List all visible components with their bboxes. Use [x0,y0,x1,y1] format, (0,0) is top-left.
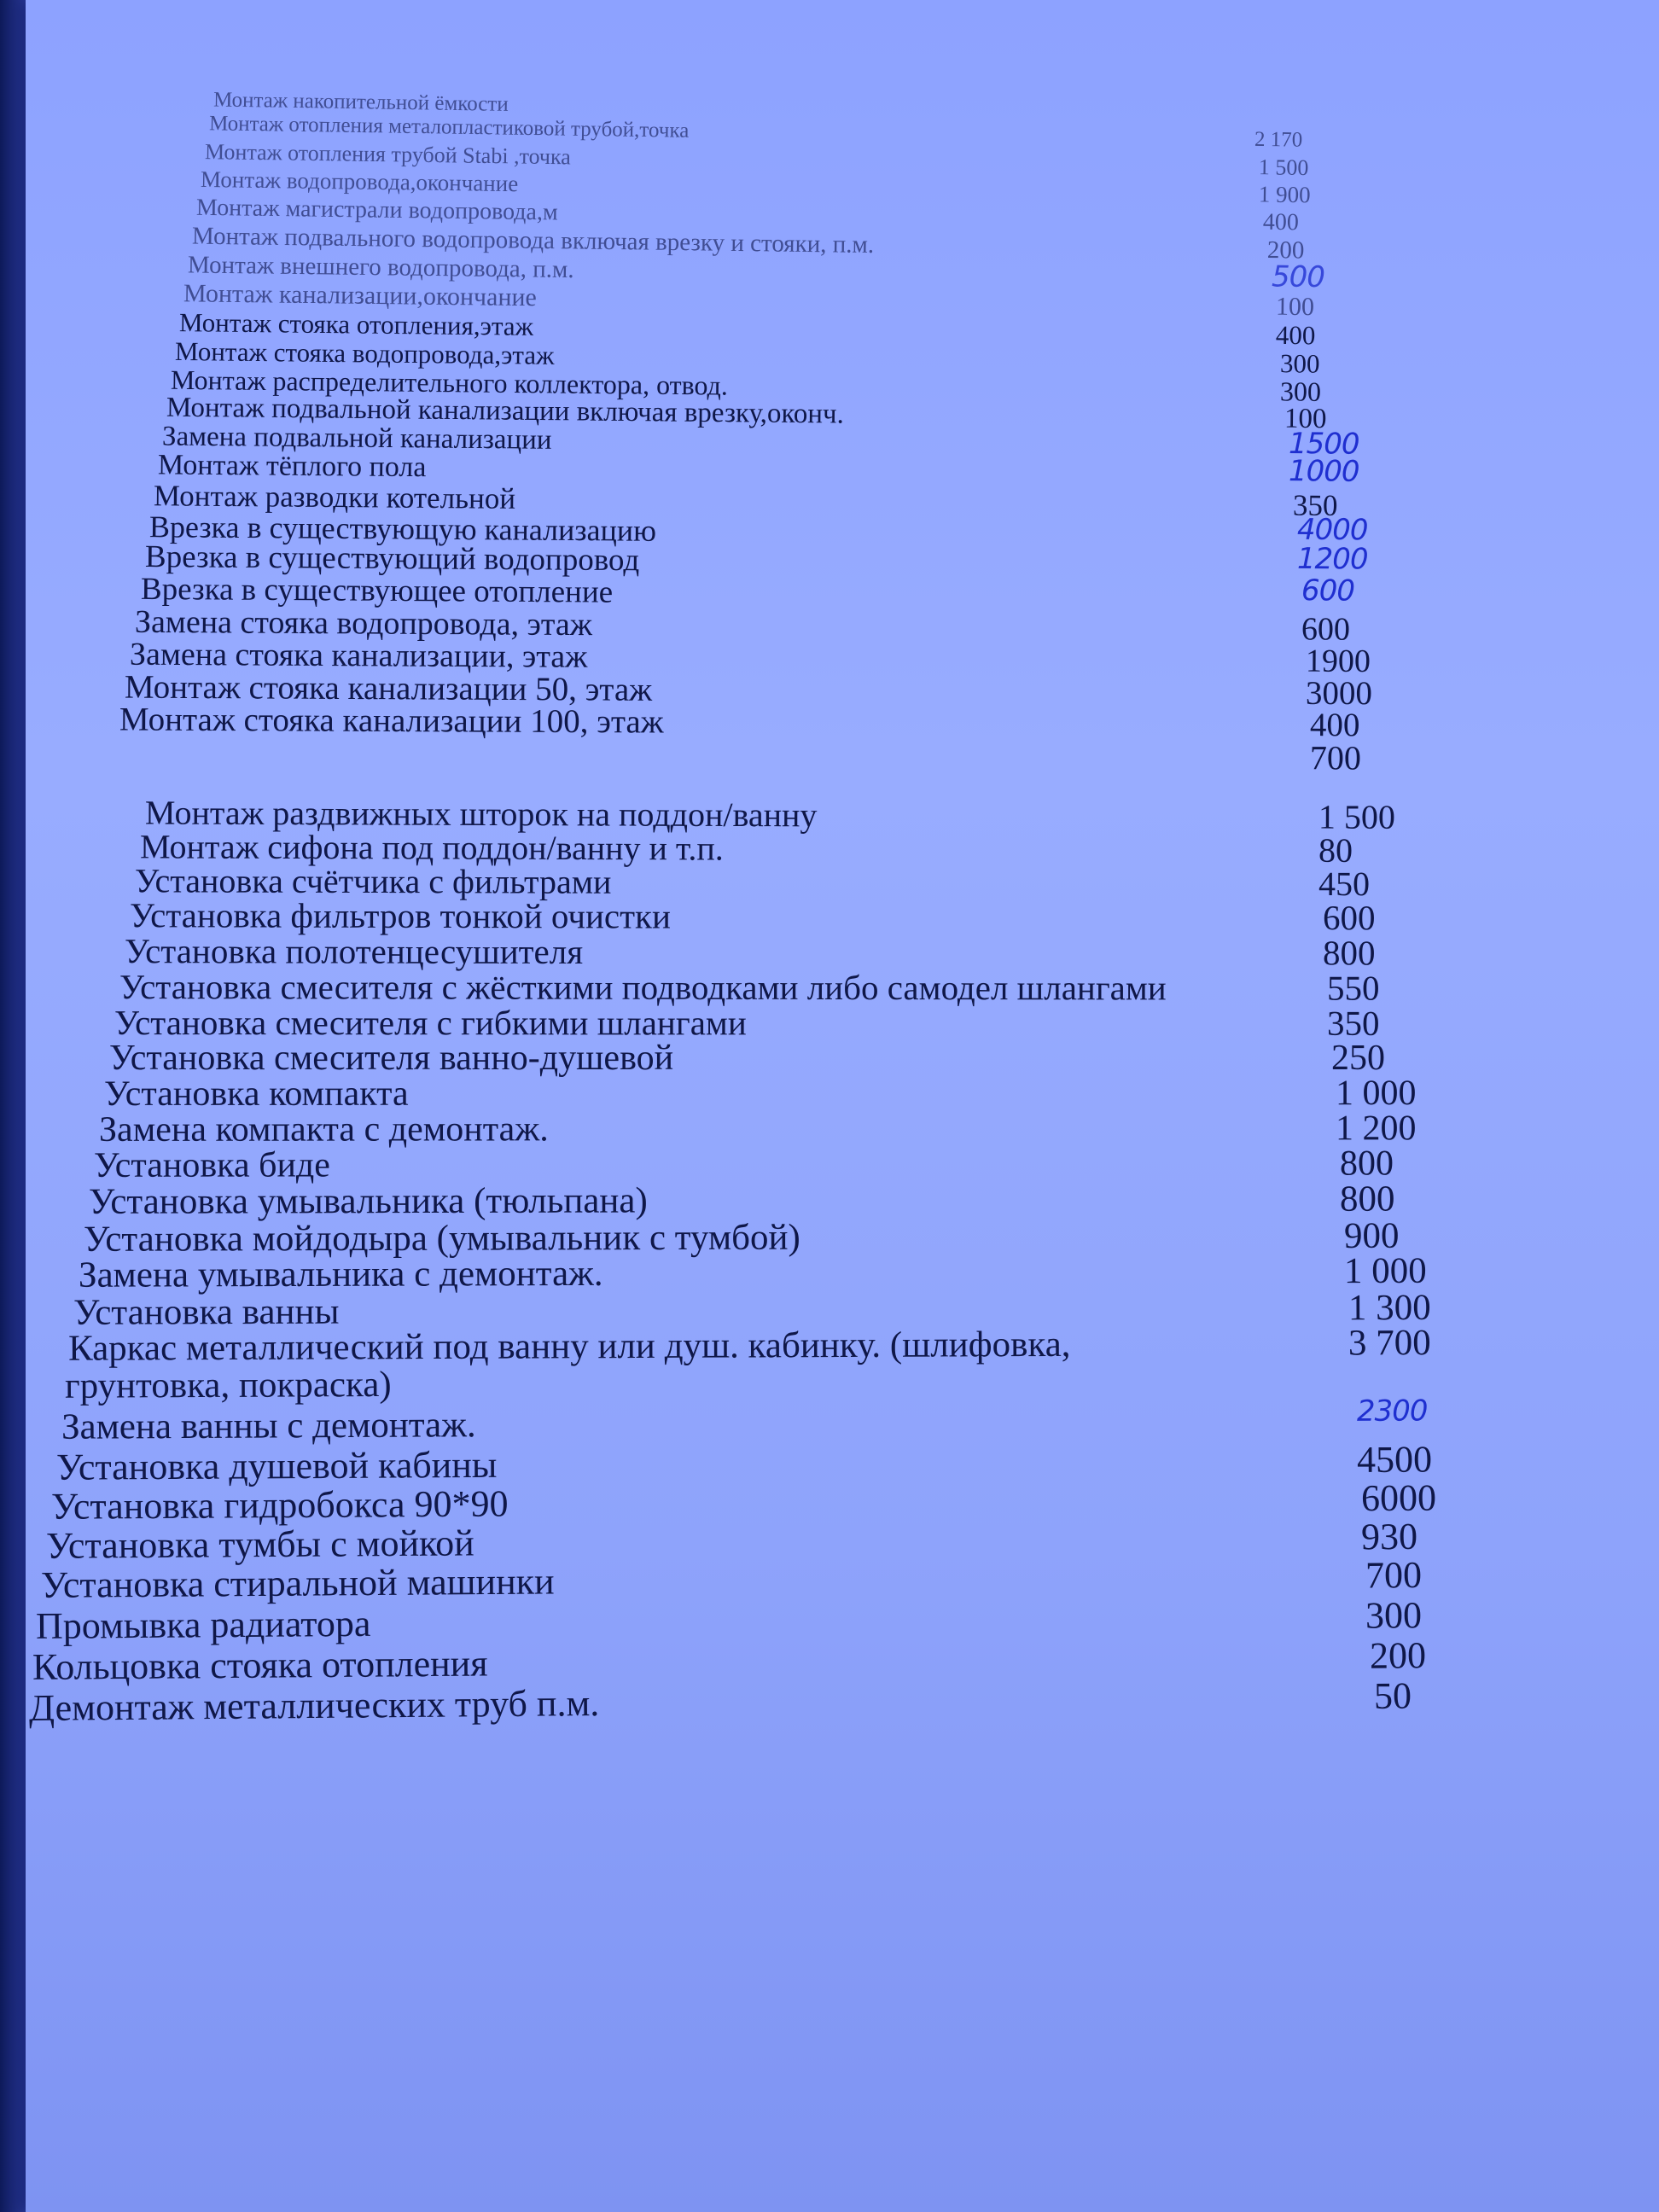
service-name: Установка смесителя с жёсткими подводками либо самодел шлангами [119,967,1167,1008]
service-name: Установка мойдодыра (умывальник с тумбой) [83,1217,800,1260]
service-price: 600 [1301,611,1351,648]
service-name: Монтаж стояка канализации 50, этаж [124,668,653,708]
service-price: 100 [1284,403,1327,435]
service-name: Монтаж стояка водопровода,этаж [174,335,555,370]
handwritten-price: 1500 [1288,426,1359,462]
service-name: грунтовка, покраска) [64,1364,392,1406]
service-name: Монтаж стояка канализации 100, этаж [119,701,664,741]
service-price: 400 [1309,707,1360,744]
service-name: Монтаж распределительного коллектора, отвод. [170,364,729,401]
service-name: Промывка радиатора [35,1602,371,1647]
service-price: 1 000 [1343,1250,1427,1292]
service-name: Монтаж водопровода,окончание [200,166,519,197]
service-name: Кольцовка стояка отопления [32,1642,488,1688]
handwritten-price: 1000 [1288,454,1359,489]
service-price: 3000 [1305,674,1373,713]
handwritten-price: 4000 [1296,512,1368,548]
service-name: Установка стиральной машинки [40,1560,555,1606]
service-name: Установка умывальника (тюльпана) [88,1180,648,1222]
service-price: 800 [1339,1144,1394,1184]
service-price: 930 [1360,1515,1418,1558]
handwritten-price: 500 [1271,259,1325,295]
price-row [26,1178,1659,1222]
service-price: 600 [1322,898,1376,938]
price-row [26,1143,1659,1185]
price-row [26,1321,1659,1369]
service-price: 300 [1365,1594,1423,1637]
service-name: Установка полотенцесушителя [124,931,584,972]
service-name: Замена компакта с демонтаж. [98,1109,549,1150]
price-list-page [26,0,1659,2212]
service-price: 300 [1279,348,1320,379]
service-price: 2 170 [1254,127,1303,152]
service-price: 450 [1318,864,1371,904]
handwritten-price: 1200 [1296,541,1368,577]
price-row [26,732,1659,777]
service-name: Установка душевой кабины [55,1443,498,1488]
service-price: 1 300 [1348,1287,1431,1329]
service-name: Установка фильтров тонкой очистки [129,895,671,936]
service-name: Замена подвальной канализации [161,421,552,456]
service-price: 3 700 [1348,1323,1431,1364]
service-price: 1 500 [1258,154,1309,181]
service-price: 350 [1292,488,1338,522]
service-name: Монтаж разводки котельной [153,479,516,515]
service-name: Монтаж раздвижных шторок на поддон/ванну [144,793,818,835]
service-name: Монтаж отопления трубой Stabi ,точка [204,139,571,170]
service-name: Установка компакта [103,1074,409,1114]
price-row [26,1286,1659,1333]
service-name: Монтаж тёплого пола [157,449,427,484]
service-name: Демонтаж металлических труб п.м. [28,1682,600,1729]
service-price: 250 [1331,1039,1385,1078]
service-price: 400 [1262,208,1300,236]
price-row [26,826,1659,870]
service-price: 1 200 [1335,1109,1417,1149]
price-row [26,1249,1659,1295]
service-price: 1 900 [1258,181,1311,208]
service-price: 1 000 [1335,1074,1417,1114]
service-price: 550 [1326,968,1380,1008]
service-price: 6000 [1360,1476,1437,1520]
service-price: 100 [1275,292,1315,322]
service-name: Монтаж сифона под поддон/ванну и т.п. [139,827,724,868]
service-name: Замена стояка водопровода, этаж [134,603,593,643]
service-name: Установка смесителя с гибкими шлангами [114,1003,747,1043]
service-price: 80 [1318,830,1353,870]
service-price: 4500 [1356,1438,1433,1481]
price-row [26,1073,1659,1114]
price-row [26,966,1659,1008]
price-row [26,1002,1659,1043]
service-price: 800 [1322,933,1376,973]
price-row [26,894,1659,938]
service-name: Установка гидробокса 90*90 [50,1482,509,1528]
handwritten-price: 600 [1301,573,1355,608]
service-name: Монтаж магистрали водопровода,м [195,194,558,226]
price-row [26,860,1659,904]
price-row [26,1038,1659,1078]
price-row [26,1108,1659,1150]
price-row [26,930,1659,973]
service-name: Монтаж подвального водопровода включая врезку и стояки, п.м. [191,222,875,259]
service-price: 400 [1275,319,1316,351]
service-name: Установка биде [93,1145,330,1185]
service-price: 1900 [1305,643,1371,680]
service-name: Монтаж отопления металопластиковой трубой,точка [208,112,690,143]
price-row [26,1214,1659,1260]
service-name: Каркас металлический под ванну или душ. кабинку. (шлифовка, [67,1324,1071,1369]
service-name: Замена умывальника с демонтаж. [78,1253,603,1295]
service-name: Врезка в существующий водопровод [144,539,640,579]
service-price: 700 [1309,738,1362,777]
service-price: 700 [1365,1554,1423,1597]
service-price: 1 500 [1318,797,1396,836]
service-name: Замена ванны с демонтаж. [61,1405,476,1447]
service-price: 200 [1369,1634,1427,1677]
service-name: Монтаж стояка отопления,этаж [178,307,534,341]
service-price: 300 [1279,375,1322,407]
handwritten-price: 2300 [1356,1394,1428,1429]
service-price: 50 [1373,1674,1412,1717]
service-price: 800 [1339,1179,1395,1220]
service-name: Врезка в существующую канализацию [148,509,657,548]
price-list [26,0,1659,2212]
page-gutter-shadow [0,0,26,2212]
service-name: Врезка в существующее отопление [140,571,614,610]
service-price: 200 [1266,236,1305,265]
service-name: Монтаж внешнего водопровода, п.м. [187,251,574,284]
service-name: Установка тумбы с мойкой [45,1522,474,1567]
service-name: Установка смесителя ванно-душевой [109,1039,674,1078]
service-name: Монтаж канализации,окончание [183,279,538,312]
service-name: Установка счётчика с фильтрами [134,861,612,901]
service-name: Установка ванны [73,1291,340,1333]
service-name: Монтаж накопительной ёмкости [212,88,509,116]
service-name: Замена стояка канализации, этаж [129,636,588,675]
service-price: 350 [1326,1003,1380,1043]
service-name: Монтаж подвальной канализации включая врезку,оконч. [166,392,845,430]
service-price: 900 [1343,1215,1400,1256]
